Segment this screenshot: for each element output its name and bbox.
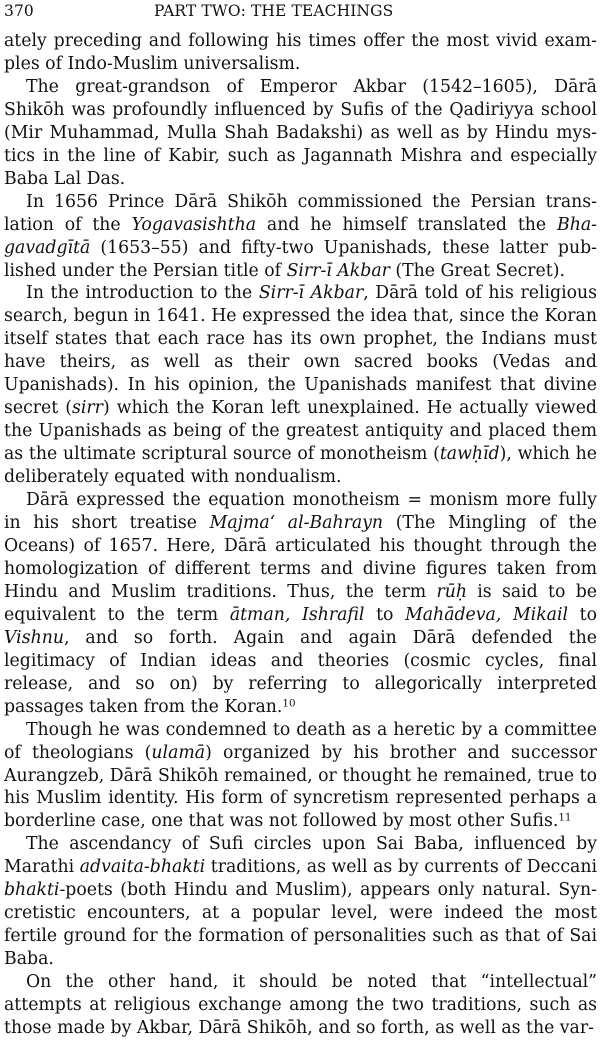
italic-term: Sirr-ī Akbar xyxy=(258,283,364,304)
italic-term: Mahādeva, Mikail xyxy=(405,604,569,625)
text-run: The great-grandson of Emperor Akbar (1542–1605), Dārā Shikōh was profoundly influenced by Sufis of the Qadiriyya school (Mir Muhammad, Mulla Shah Badakshi) as well as by Hindu mystics in the line of Kabir, such as Jagannath Mishra and especially Baba Lal Das. xyxy=(4,76,597,189)
text-run: On the other hand, it should be noted that “intellectual” attempts at religious exchange among the two traditions, such as those made by Akbar, Dārā Shikōh, and so forth, as well as the var- xyxy=(4,972,597,1038)
paragraph xyxy=(4,489,597,719)
text-run: is said to be equivalent to the term xyxy=(4,581,597,625)
text-run: , and so forth. Again and again Dārā defended the legitimacy of Indian ideas and theories (cosmic cycles, final release, and so on) by referring to allegorically interpreted passages taken from the Koran. xyxy=(4,627,597,717)
text-run: Dārā expressed the equation monotheism = monism more fully in his short treatise xyxy=(4,490,597,534)
paragraph xyxy=(4,282,597,489)
italic-term: Majma‘ al-Bahrayn xyxy=(209,513,384,534)
paragraph xyxy=(4,76,597,191)
text-run: (1653–55) and fifty-two Upanishads, these latter published under the Persian title of xyxy=(4,237,597,281)
italic-term: Vishnu xyxy=(4,627,64,648)
italic-term: ātman, Ishrafil xyxy=(229,604,365,625)
paragraph xyxy=(4,971,597,1040)
italic-term: tawḥīd xyxy=(439,444,500,465)
text-run: The ascendancy of Sufi circles upon Sai Baba, influenced by Marathi xyxy=(4,834,597,878)
text-run: Though he was condemned to death as a heretic by a committee of theologians ( xyxy=(4,719,597,763)
text-run: ately preceding and following his times offer the most vivid examples of Indo-Muslim universalism. xyxy=(4,31,597,74)
text-run: and he himself translated the xyxy=(256,214,558,235)
running-head: PART TWO: THE TEACHINGS xyxy=(154,2,394,20)
text-run: traditions, as well as by currents of Deccani xyxy=(205,857,597,878)
italic-term: bhakti xyxy=(4,880,60,901)
text-run: ) which the Koran left unexplained. He actually viewed the Upanishads as being of the greatest antiquity and placed them as the ultimate scriptural source of monotheism ( xyxy=(4,398,597,465)
footnote-ref: 11 xyxy=(558,811,572,824)
text-run: ), which he deliberately equated with nondualism. xyxy=(4,444,597,488)
text-run: (The Great Secret). xyxy=(389,260,565,281)
italic-term: Yogavasishtha xyxy=(131,214,257,235)
paragraph xyxy=(4,30,597,76)
italic-term: sirr xyxy=(72,398,103,419)
italic-term: Bhagavadgītā xyxy=(4,214,597,258)
text-run: (The Mingling of the Oceans) of 1657. Here, Dārā articulated his thought through the homologization of different terms and divine figures taken from Hindu and Muslim traditions. Thus, the term xyxy=(4,513,597,602)
italic-term: advaita-bhakti xyxy=(79,857,206,878)
text-run: to xyxy=(364,604,406,625)
paragraph xyxy=(4,719,597,834)
page-header xyxy=(4,2,597,30)
italic-term: rūḥ xyxy=(436,581,467,602)
footnote-ref: 10 xyxy=(282,696,296,709)
text-run: In 1656 Prince Dārā Shikōh commissioned the Persian translation of the xyxy=(4,191,597,235)
text-run: to xyxy=(568,604,598,625)
page-number: 370 xyxy=(4,2,34,20)
text-run: , Dārā told of his religious search, begun in 1641. He expressed the idea that, since the Koran itself states that each race has its own prophet, the Indians must have theirs, as well as their own sacred books (Vedas and Upanishads). In his opinion, the Upanishads manifest that divine secret ( xyxy=(4,283,597,419)
italic-term: Sirr-ī Akbar xyxy=(286,260,390,281)
paragraph xyxy=(4,191,597,283)
text-run: In the introduction to the xyxy=(26,283,259,304)
body-text xyxy=(4,30,597,1040)
paragraph xyxy=(4,833,597,971)
text-run: -poets (both Hindu and Muslim), appears only natural. Syncretistic encounters, at a popular level, were indeed the most fertile ground for the formation of personalities such as that of Sai Baba. xyxy=(4,880,597,970)
italic-term: ulamā xyxy=(151,742,206,763)
text-run: ) organized by his brother and successor Aurangzeb, Dārā Shikōh remained, or thought he remained, true to his Muslim identity. His form of syncretism represented perhaps a borderline case, one that was not followed by most other Sufis. xyxy=(4,742,597,832)
